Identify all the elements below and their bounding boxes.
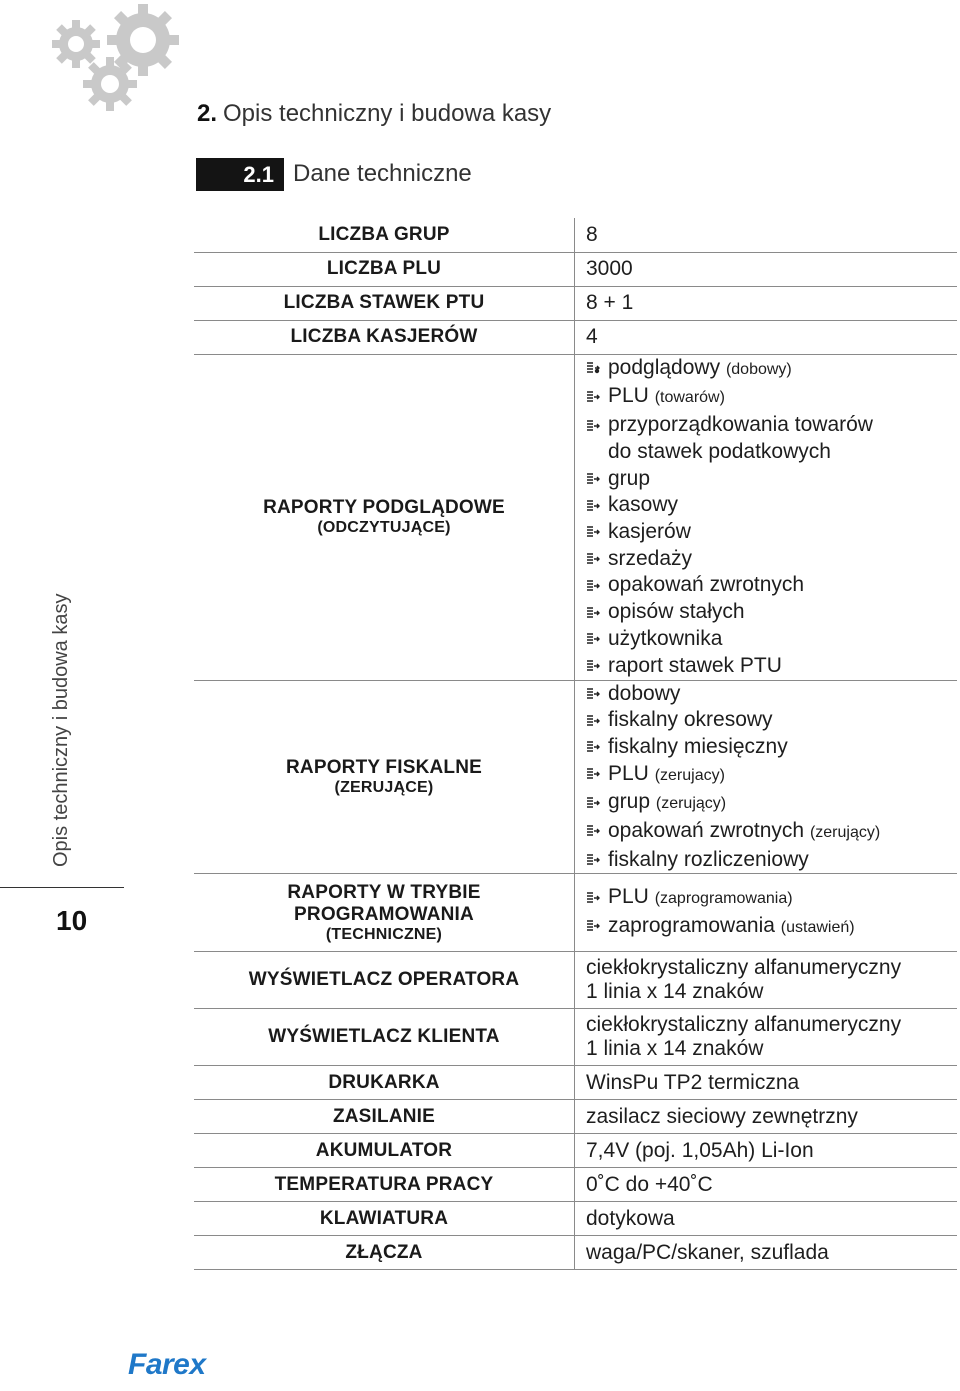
- logo-text: Farex: [128, 1348, 206, 1381]
- spec-row-reports-programming: [194, 874, 957, 952]
- report-bullet-icon: [586, 920, 600, 932]
- section-number: 2.: [197, 100, 218, 127]
- list-item: grup (zerujący): [586, 789, 957, 818]
- list-item: srzedaży: [586, 546, 957, 573]
- report-bullet-icon: [586, 741, 600, 753]
- farex-logo: [128, 1348, 228, 1388]
- list-item: opakowań zwrotnych (zerujący): [586, 818, 957, 847]
- list-item: fiskalny okresowy: [586, 707, 957, 734]
- spec-value: [575, 1009, 958, 1066]
- reports-preview-sublabel: (ODCZYTUJĄCE): [317, 519, 451, 536]
- list-item: do stawek podatkowych: [608, 439, 831, 463]
- reports-fiscal-label: RAPORTY FISKALNE: [285, 756, 483, 778]
- reports-fiscal-list: [586, 681, 957, 874]
- list-item: przyporządkowania towarów: [586, 412, 957, 439]
- spec-table: [194, 218, 957, 1270]
- subsection-number-badge: 2.1: [196, 158, 284, 191]
- list-item: kasjerów: [586, 519, 957, 546]
- report-bullet-icon: [586, 607, 600, 619]
- spec-label: ZASILANIE: [194, 1100, 575, 1134]
- display-operator-line2: 1 linia x 14 znaków: [586, 980, 764, 1004]
- spec-row: [194, 286, 957, 320]
- reports-fiscal-sublabel: (ZERUJĄCE): [334, 778, 434, 796]
- spec-label: [194, 354, 575, 680]
- list-item: fiskalny miesięczny: [586, 734, 957, 761]
- spec-value: waga/PC/skaner, szuflada: [575, 1236, 958, 1270]
- spec-label: LICZBA KASJERÓW: [194, 320, 575, 354]
- list-item: podglądowy (dobowy): [586, 355, 957, 384]
- spec-label: ZŁĄCZA: [194, 1236, 575, 1270]
- report-bullet-icon: [586, 526, 600, 538]
- spec-row: [194, 320, 957, 354]
- spec-row: [194, 218, 957, 252]
- spec-value: [575, 680, 958, 874]
- report-bullet-icon: [586, 797, 600, 809]
- list-item: opisów stałych: [586, 599, 957, 626]
- report-bullet-icon: [586, 892, 600, 904]
- gears-icon: [48, 2, 188, 112]
- spec-value: 7,4V (poj. 1,05Ah) Li-Ion: [575, 1134, 958, 1168]
- spec-value: 0˚C do +40˚C: [575, 1168, 958, 1202]
- section-title-text: Opis techniczny i budowa kasy: [223, 100, 552, 127]
- reports-programming-list: [586, 884, 957, 941]
- list-item: PLU (towarów): [586, 383, 957, 412]
- reports-programming-sublabel: (TECHNICZNE): [325, 925, 443, 943]
- sidebar-divider: [0, 887, 124, 888]
- spec-label: AKUMULATOR: [194, 1134, 575, 1168]
- spec-row: [194, 1202, 957, 1236]
- spec-row-reports-fiscal: [194, 680, 957, 874]
- section-title: [197, 100, 551, 128]
- display-client-line2: 1 linia x 14 znaków: [586, 1037, 764, 1061]
- report-bullet-icon: [586, 420, 600, 432]
- spec-label: WYŚWIETLACZ OPERATORA: [194, 952, 575, 1009]
- report-bullet-icon: [586, 825, 600, 837]
- spec-row: [194, 1009, 957, 1066]
- spec-row: [194, 1168, 957, 1202]
- list-item: raport stawek PTU: [586, 653, 957, 680]
- spec-row: [194, 1134, 957, 1168]
- spec-value: dotykowa: [575, 1202, 958, 1236]
- spec-label: DRUKARKA: [194, 1066, 575, 1100]
- report-bullet-icon: [586, 633, 600, 645]
- spec-label: TEMPERATURA PRACY: [194, 1168, 575, 1202]
- spec-row: [194, 1066, 957, 1100]
- spec-label: [194, 680, 575, 874]
- subsection-title: Dane techniczne: [293, 160, 472, 187]
- list-item: dobowy: [586, 681, 957, 708]
- spec-label: KLAWIATURA: [194, 1202, 575, 1236]
- spec-row: [194, 1236, 957, 1270]
- list-item: fiskalny rozliczeniowy: [586, 847, 957, 874]
- spec-value: 8: [575, 218, 958, 252]
- spec-row: [194, 1100, 957, 1134]
- spec-value: [575, 874, 958, 952]
- spec-value: [575, 354, 958, 680]
- report-bullet-icon: [586, 391, 600, 403]
- reports-programming-label-2: PROGRAMOWANIA: [294, 903, 474, 925]
- spec-row: [194, 252, 957, 286]
- report-bullet-icon: [586, 580, 600, 592]
- reports-preview-label: RAPORTY PODGLĄDOWE: [263, 497, 505, 518]
- spec-value: [575, 952, 958, 1009]
- spec-value: WinsPu TP2 termiczna: [575, 1066, 958, 1100]
- report-bullet-icon: [586, 768, 600, 780]
- sidebar-vertical-title: Opis techniczny i budowa kasy: [50, 593, 72, 867]
- spec-value: zasilacz sieciowy zewnętrzny: [575, 1100, 958, 1134]
- report-bullet-icon: [586, 553, 600, 565]
- spec-label: LICZBA GRUP: [194, 218, 575, 252]
- spec-label: WYŚWIETLACZ KLIENTA: [194, 1009, 575, 1066]
- list-item: użytkownika: [586, 626, 957, 653]
- spec-value: 8 + 1: [575, 286, 958, 320]
- spec-value: 3000: [575, 252, 958, 286]
- display-operator-line1: ciekłokrystaliczny alfanumeryczny: [586, 956, 902, 980]
- reports-preview-list: [586, 355, 957, 679]
- spec-label: LICZBA PLU: [194, 252, 575, 286]
- spec-value: 4: [575, 320, 958, 354]
- list-item: zaprogramowania (ustawień): [586, 913, 957, 942]
- report-bullet-icon: [586, 660, 600, 672]
- list-item: PLU (zerujacy): [586, 761, 957, 790]
- spec-row-reports-preview: [194, 354, 957, 680]
- reports-programming-label-1: RAPORTY W TRYBIE: [287, 881, 481, 903]
- list-item: grup: [586, 466, 957, 493]
- report-bullet-icon: [586, 473, 600, 485]
- report-bullet-icon: [586, 362, 600, 374]
- spec-row: [194, 952, 957, 1009]
- list-item: opakowań zwrotnych: [586, 572, 957, 599]
- report-bullet-icon: [586, 715, 600, 727]
- spec-label: [194, 874, 575, 952]
- display-client-line1: ciekłokrystaliczny alfanumeryczny: [586, 1013, 902, 1037]
- spec-label: LICZBA STAWEK PTU: [194, 286, 575, 320]
- page-number: 10: [56, 905, 88, 936]
- report-bullet-icon: [586, 500, 600, 512]
- report-bullet-icon: [586, 688, 600, 700]
- list-item: kasowy: [586, 492, 957, 519]
- list-item: PLU (zaprogramowania): [586, 884, 957, 913]
- report-bullet-icon: [586, 854, 600, 866]
